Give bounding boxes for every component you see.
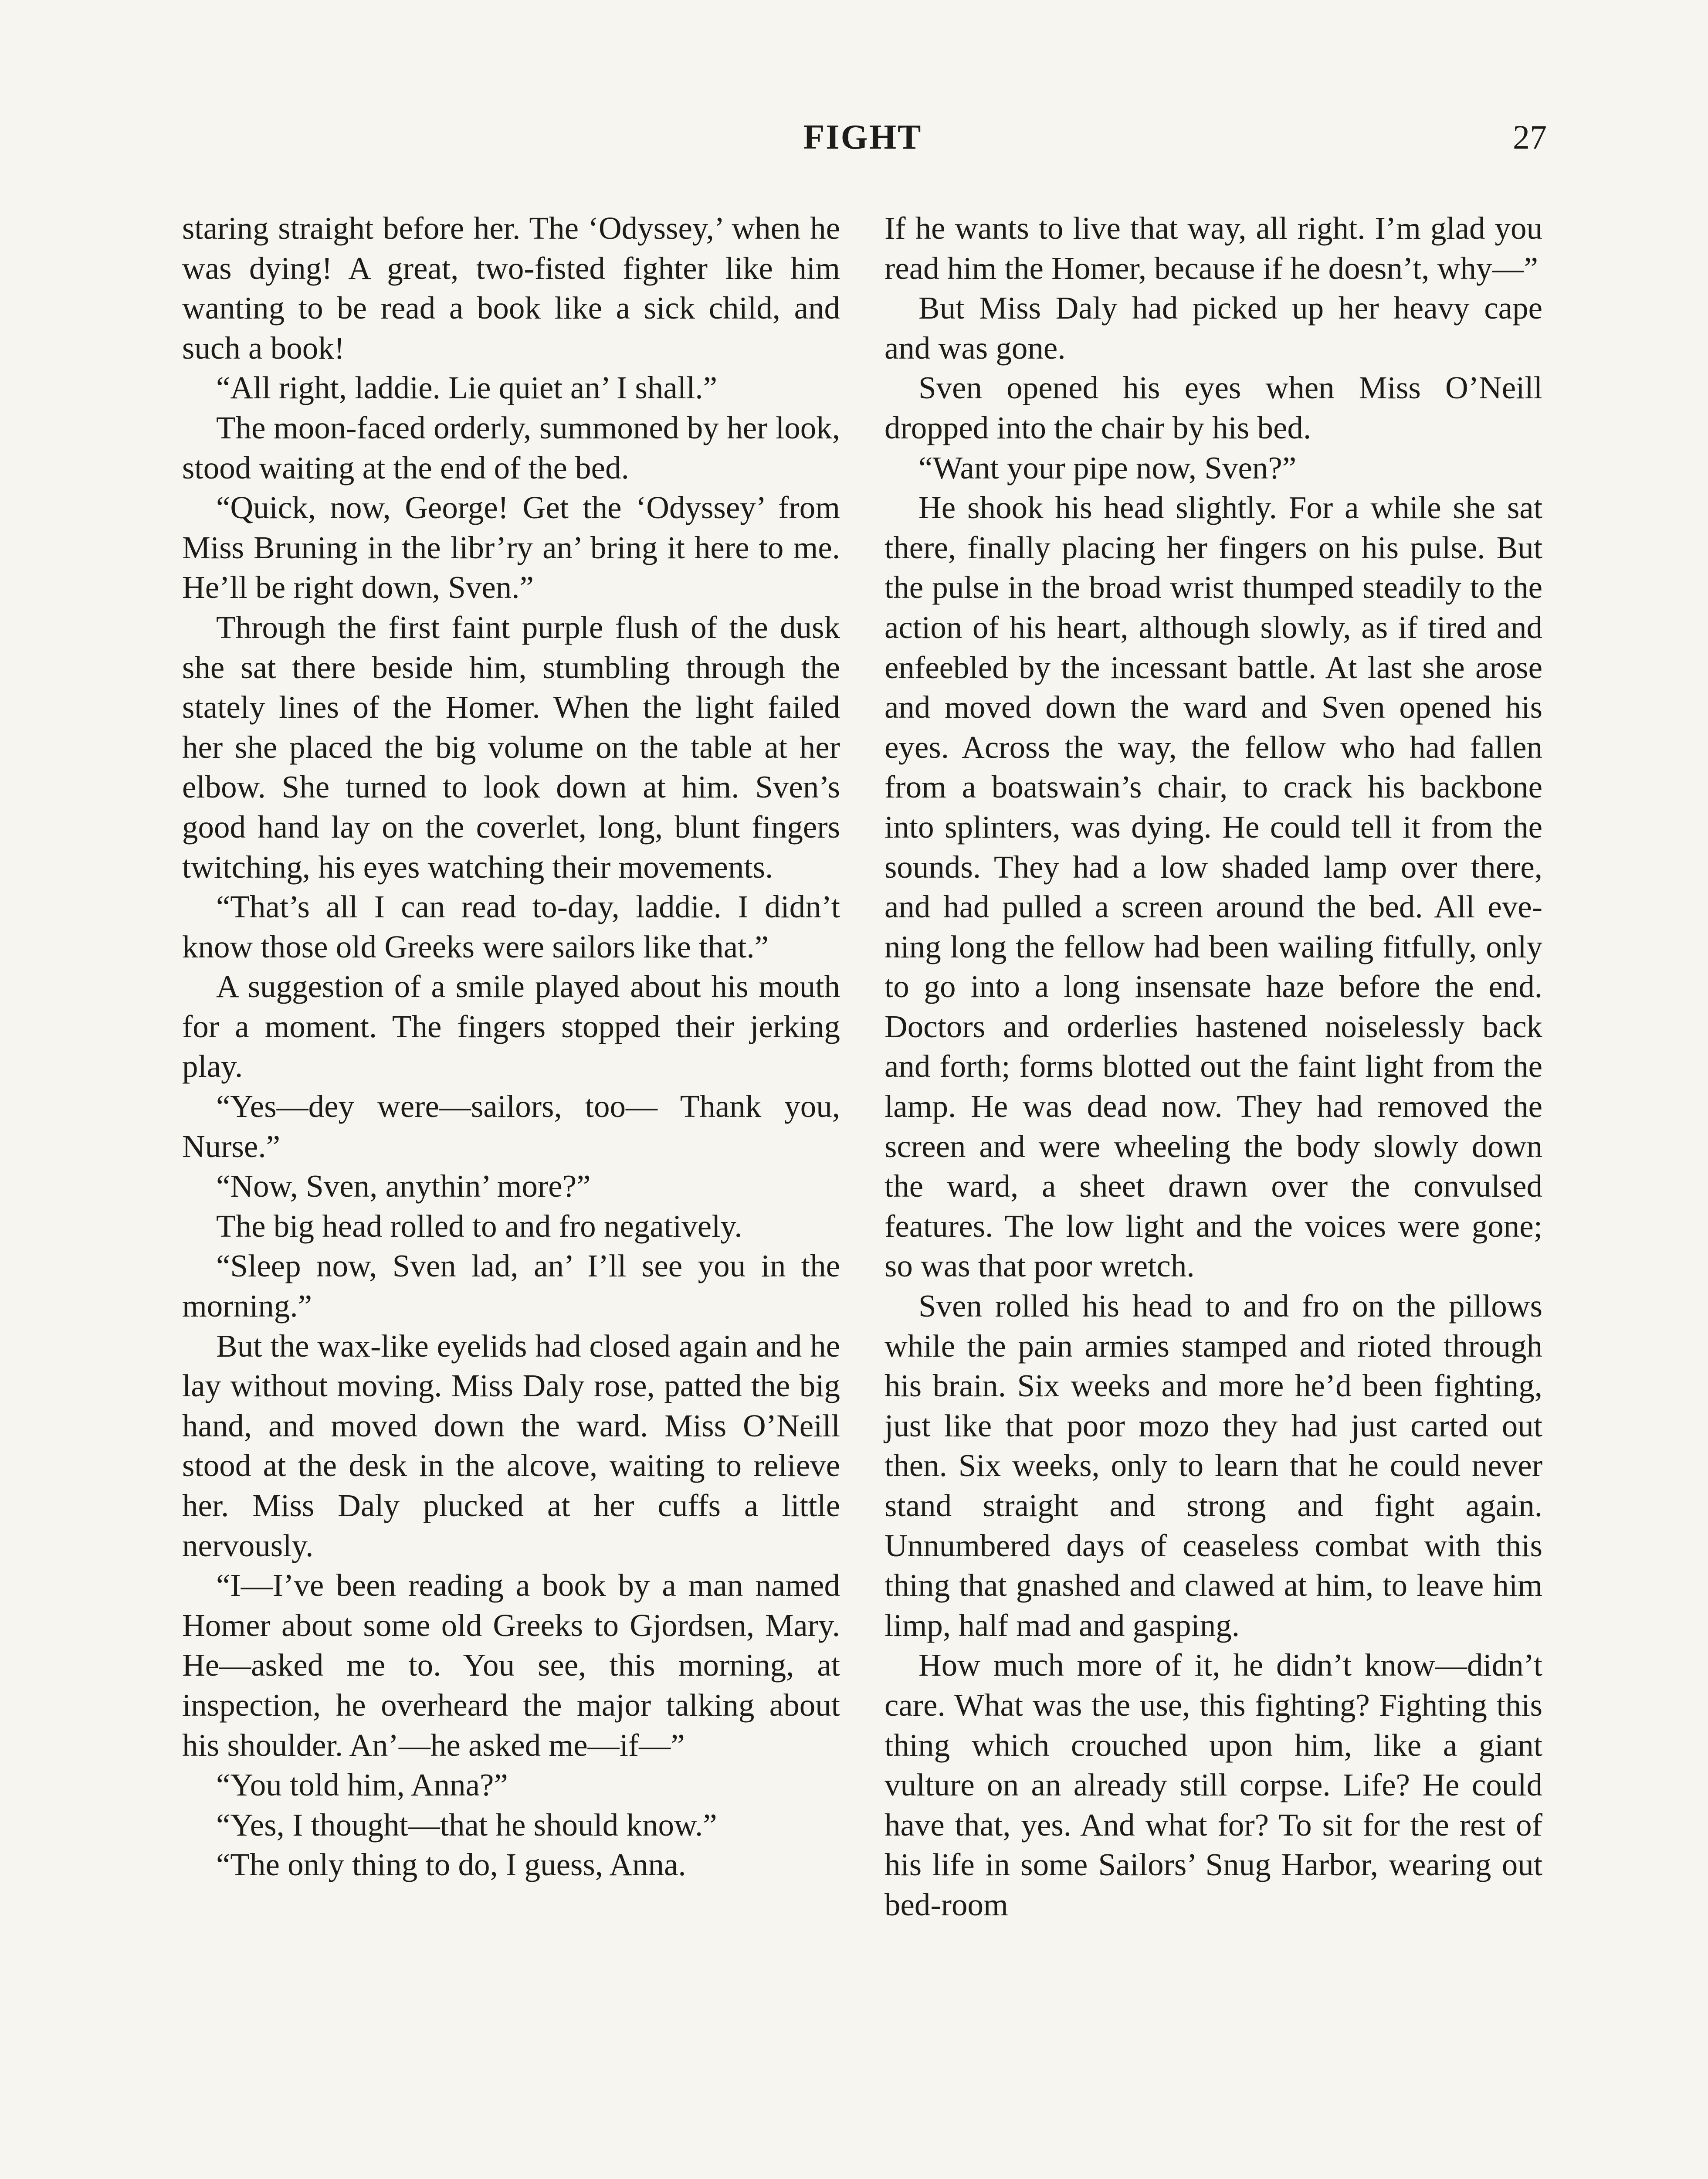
running-title: FIGHT (803, 118, 922, 156)
paragraph: “Yes—dey were—sailors, too— Thank you, Nurse.” (182, 1089, 840, 1164)
paragraph: Through the first faint purple flush of the dusk she sat there beside him, stumbling through the stately lines of the Homer. When the light failed her she placed the big volume on the table at her elbow. She turned to look down at him. Sven’s good hand lay on the coverlet, long, blunt fingers twitching, his eyes watching their movements. (182, 609, 840, 885)
paragraph: “You told him, Anna?” (216, 1767, 508, 1803)
paragraph: “Now, Sven, anythin’ more?” (216, 1168, 591, 1204)
text-column-left (182, 208, 840, 1885)
text-column-right (884, 208, 1542, 1925)
page-number: 27 (1513, 118, 1547, 156)
paragraph: But Miss Daly had picked up her heavy cape and was gone. (884, 290, 1542, 366)
paragraph: The moon-faced orderly, summoned by her look, stood waiting at the end of the bed. (182, 410, 840, 485)
paragraph: staring straight before her. The ‘Odyssey,’ when he was dying! A great, two-fisted fighter like him wanting to be read a book like a sick child, and such a book! (182, 210, 840, 366)
page-header (179, 118, 1547, 166)
paragraph: “That’s all I can read to-day, laddie. I didn’t know those old Greeks were sailors like that.” (182, 889, 840, 964)
paragraph: “Quick, now, George! Get the ‘Odyssey’ from Miss Bruning in the libr’ry an’ bring it here to me. He’ll be right down, Sven.” (182, 490, 840, 605)
paragraph: He shook his head slightly. For a while she sat there, finally placing her fingers on his pulse. But the pulse in the broad wrist thumped steadily to the action of his heart, although slowly, as if tired and enfeebled by the incessant battle. At last she arose and moved down the ward and Sven opened his eyes. Across the way, the fellow who had fallen from a boatswain’s chair, to crack his backbone into splinters, was dying. He could tell it from the sounds. They had a low shaded lamp over there, and had pulled a screen around the bed. All evening long the fellow had been wailing fitfully, only to go into a long insensate haze before the end. Doctors and orderlies hastened noiselessly back and forth; forms blotted out the faint light from the lamp. He was dead now. They had removed the screen and were wheeling the body slowly down the ward, a sheet drawn over the convulsed features. The low light and the voices were gone; so was that poor wretch. (884, 490, 1542, 1284)
paragraph: Sven opened his eyes when Miss O’Neill dropped into the chair by his bed. (884, 370, 1542, 445)
paragraph: Sven rolled his head to and fro on the pillows while the pain armies stamped and rioted through his brain. Six weeks and more he’d been fighting, just like that poor mozo they had just carted out then. Six weeks, only to learn that he could never stand straight and strong and fight again. Unnumbered days of ceaseless combat with this thing that gnashed and clawed at him, to leave him limp, half mad and gasping. (884, 1288, 1542, 1643)
paragraph: “I—I’ve been reading a book by a man named Homer about some old Greeks to Gjordsen, Mary. He—asked me to. You see, this morning, at inspection, he overheard the major talking about his shoulder. An’—he asked me—if—” (182, 1568, 840, 1763)
paragraph: “Sleep now, Sven lad, an’ I’ll see you in the morning.” (182, 1248, 840, 1324)
paragraph: “Yes, I thought—that he should know.” (216, 1807, 717, 1843)
paragraph: “All right, laddie. Lie quiet an’ I shall.” (216, 370, 718, 406)
paragraph: “The only thing to do, I guess, Anna. (216, 1847, 686, 1883)
paragraph: How much more of it, he didn’t know—didn’t care. What was the use, this fighting? Fighting this thing which crouched upon him, like a giant vulture on an already still corpse. Life? He could have that, yes. And what for? To sit for the rest of his life in some Sailors’ Snug Harbor, wearing out bed-room (884, 1647, 1542, 1922)
paragraph: But the wax-like eyelids had closed again and he lay without moving. Miss Daly rose, patted the big hand, and moved down the ward. Miss O’Neill stood at the desk in the alcove, waiting to relieve her. Miss Daly plucked at her cuffs a little nervously. (182, 1328, 840, 1563)
paragraph: A suggestion of a smile played about his mouth for a moment. The fingers stopped their jerking play. (182, 969, 840, 1084)
paragraph: “Want your pipe now, Sven?” (918, 450, 1297, 485)
paragraph: The big head rolled to and fro negatively. (216, 1208, 742, 1244)
paragraph: If he wants to live that way, all right. I’m glad you read him the Homer, because if he doesn’t, why—” (884, 210, 1542, 286)
